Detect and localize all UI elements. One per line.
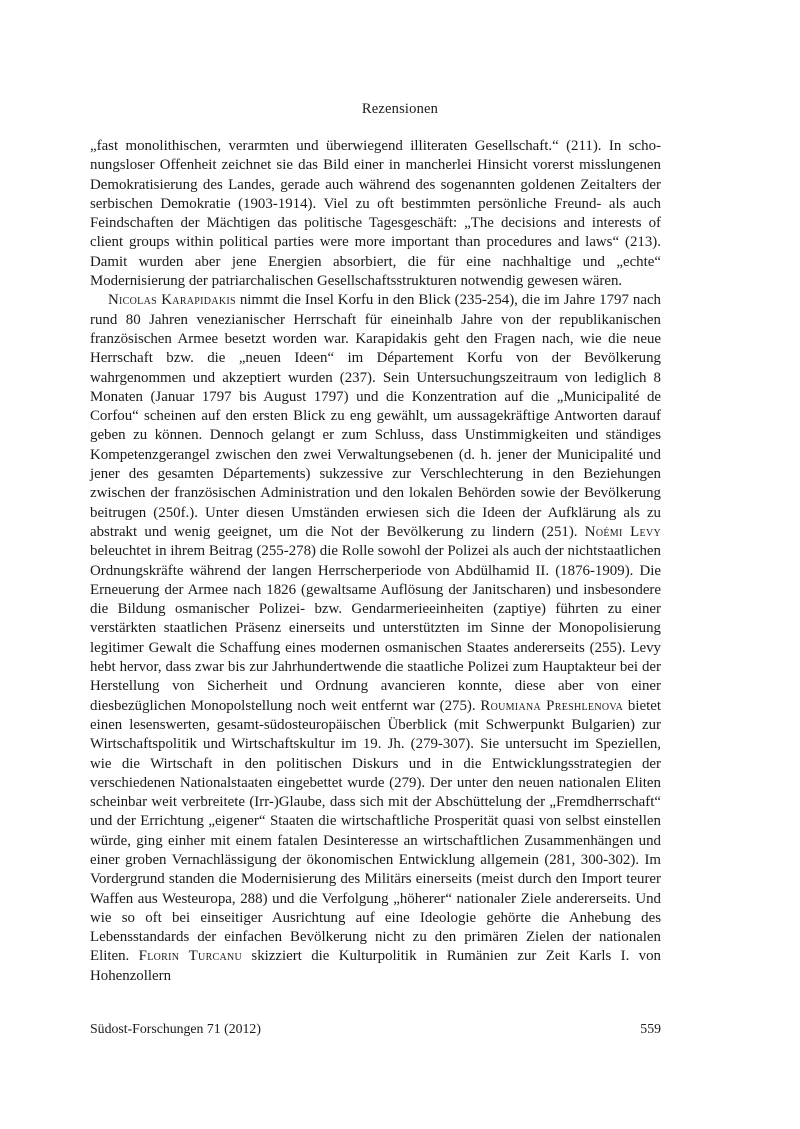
text-segment: beleuchtet in ihrem Beitrag (255-278) die Rolle sowohl der Polizei als auch der nichtstaatlichen Ordnungskräfte während der langen Herrscherperiode von Abdülhamid II. (1876-1909). Die Erneuerung der Armee nach 1826 (gewaltsame Auflösung der Janitscharen) und insbesondere die Bildung osmanischer Polizei- bzw. Gendarmerieeinheiten (zaptiye) führten zu einer verstärkten staatlichen Präsenz einerseits und unterstützten im Sinne der Monopolisierung legitimer Gewalt die Schaffung eines modernen osmanischen Staates andererseits (255). Levy hebt hervor, dass zwar bis zur Jahrhundertwende die staatliche Polizei zum Hauptakteur bei der Herstellung von Sicherheit und Ordnung avancieren konnte, diese aber von einer diesbezüglichen Monopolstellung noch weit entfernt war (275). [90, 543, 661, 714]
journal-citation: Südost-Forschungen 71 (2012) [90, 1021, 261, 1036]
text-segment: nimmt die Insel Korfu in den Blick (235-254), die im Jahre 1797 nach rund 80 Jahren venezianischer Herrschaft für eineinhalb Jahre von der republikanischen französischen Armee besetzt worden war. Karapidakis geht den Fragen nach, wie die neue Herrschaft bzw. die „neuen Ideen“ im Département Korfu von der Bevölkerung wahrgenommen und akzeptiert wurden (237). Sein Untersuchungszeitraum von lediglich 8 Monaten (Januar 1797 bis August 1797) und die Konzentration auf die „Municipalité de Corfou“ scheinen auf den ersten Blick zu eng gewählt, um aussagekräftige Antworten darauf geben zu können. Dennoch gelangt er zum Schluss, dass Unstimmigkeiten und ständiges Kompetenzgerangel zwischen den zwei Verwaltungsebenen (d. h. jener der Municipalité und jener des gesamten Départements) sukzessive zur Verschlechterung in den Beziehungen zwischen der französischen Administration und den lokalen Behörden sowie der Bevölkerung beitrugen (250f.). Unter diesen Umständen erwiesen sich die Ideen der Aufklärung als zu abstrakt und wenig geeignet, um die Not der Bevölkerung zu lindern (251). [90, 292, 662, 540]
text-segment: bietet einen lesenswerten, gesamt-südosteuropäischen Überblick (mit Schwerpunkt Bulgarien) zur Wirtschaftspolitik und Wirtschaftskultur im 19. Jh. (279-307). Sie untersucht im Speziellen, wie die Wirtschaft in den politischen Diskurs und in die Entwicklungsstrategien der verschiedenen Nationalstaaten eingebettet wurde (279). Der unter den neuen nationalen Eliten scheinbar weit verbreitete (Irr-)Glaube, dass sich mit der Abschüttelung der „Fremdherrschaft“ und der Errichtung „eigener“ Staaten die wirtschaftliche Prosperität quasi von selbst einstellen würde, ging einher mit einem fatalen Desinteresse an wirtschaftlichen Zusammenhängen und einer groben Vernachlässigung der ökonomischen Entwicklung allgemein (281, 300-302). Im Vordergrund standen die Modernisierung des Militärs einerseits (meist durch den Import teurer Waffen aus Westeuropa, 288) und die Verfolgung „höherer“ nationaler Ziele andererseits. Und wie so oft bei einseitiger Ausrichtung auf eine Ideologie gehörte die Anhebung des Lebensstandards der einfachen Bevölkerung nicht zu den primären Zielen der nationalen Eliten. [90, 697, 661, 965]
page-number: 559 [640, 1021, 661, 1036]
paragraph [90, 291, 661, 986]
author-name: Nicolas Karapidakis [108, 292, 236, 309]
author-name: Roumiana Preshlenova [480, 697, 624, 714]
text-segment: skizziert die Kulturpolitik in Rumänien zur Zeit Karls I. von Hohenzollern [90, 948, 661, 984]
paragraph [90, 137, 661, 291]
author-name: Florin Turcanu [138, 948, 243, 965]
text-segment: „fast monolithischen, verarmten und überwiegend illiteraten Gesellschaft.“ (211). In schonungsloser Offenheit zeichnet sie das Bild einer in mancherlei Hinsicht vorerst misslungenen Demokratisierung des Landes, gerade auch während des sogenannten goldenen Zeitalters der serbischen Demokratie (1903-1914). Viel zu oft bestimmten persönliche Freund- als auch Feindschaften der Mächtigen das politische Tagesgeschäft: „The decisions and interests of client groups within political parties were more important than procedures and laws“ (213). Damit wurden aber jene Energien absorbiert, die für eine nachhaltige und „echte“ Modernisierung der patriarchalischen Gesellschaftsstrukturen notwendig gewesen wären. [90, 138, 661, 290]
running-head: Rezensionen [361, 101, 439, 117]
body-text [90, 137, 661, 986]
author-name: Noémi Levy [584, 523, 661, 540]
